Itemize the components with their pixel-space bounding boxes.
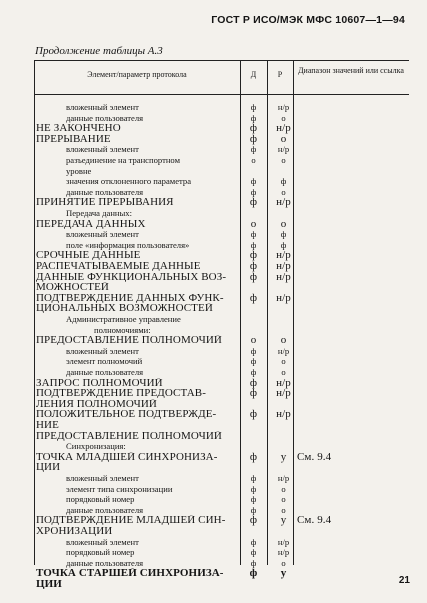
row-p-value: о	[281, 504, 286, 515]
row-range-value: См. 9.4	[297, 514, 332, 527]
column-header-p: Р	[277, 70, 283, 79]
table-row	[34, 229, 409, 239]
table-row	[34, 166, 409, 176]
row-element-name: поле «информация пользователя»	[66, 239, 190, 250]
table-row	[34, 462, 409, 472]
table-row	[34, 113, 409, 123]
row-p-value: н/р	[276, 376, 291, 389]
row-p-value: о	[281, 557, 286, 568]
row-d-value: ф	[250, 356, 257, 367]
table-row	[34, 250, 409, 260]
table-row	[34, 208, 409, 218]
row-element-name: ПРЕРЫВАНИЕ	[36, 133, 111, 144]
row-p-value: н/р	[276, 387, 291, 400]
row-p-value: н/р	[276, 196, 291, 209]
row-p-value: о	[281, 186, 286, 197]
row-d-value: ф	[250, 504, 257, 515]
table-row	[34, 346, 409, 356]
row-d-value: ф	[249, 387, 258, 400]
table-row	[34, 356, 409, 366]
row-p-value: н/р	[276, 270, 291, 283]
row-d-value: ф	[250, 557, 257, 568]
row-element-name: Передача данных:	[66, 208, 132, 218]
row-element-name: полномочиями:	[94, 324, 151, 335]
table-row	[34, 494, 409, 504]
row-p-value: о	[281, 356, 286, 367]
table-row	[34, 325, 409, 335]
row-d-value: ф	[250, 367, 257, 377]
row-d-value: ф	[249, 122, 258, 135]
row-p-value: н/р	[277, 473, 290, 483]
row-d-value: ф	[250, 536, 257, 547]
row-p-value: н/р	[277, 144, 290, 155]
table-row	[34, 134, 409, 144]
table-row	[34, 537, 409, 547]
row-p-value: н/р	[277, 102, 290, 112]
row-p-value: н/р	[276, 260, 291, 272]
row-d-value: ф	[249, 196, 258, 209]
table-row	[34, 473, 409, 483]
row-d-value: о	[251, 155, 256, 165]
row-d-value: ф	[249, 132, 258, 145]
row-p-value: о	[280, 217, 287, 230]
row-p-value: ф	[280, 176, 287, 187]
table-row	[34, 484, 409, 494]
table-row	[34, 240, 409, 250]
row-element-name: ЦИИ	[36, 579, 62, 589]
row-element-name: ПРЕДОСТАВЛЕНИЕ ПОЛНОМОЧИЙ	[36, 335, 222, 346]
table-row	[34, 505, 409, 515]
table-row	[34, 515, 409, 525]
row-d-value: ф	[250, 239, 257, 250]
table-row	[34, 399, 409, 409]
row-d-value: ф	[249, 376, 258, 389]
row-element-name: данные пользователя	[66, 186, 144, 197]
row-element-name: ТОЧКА СТАРШЕЙ СИНХРОНИЗА-	[36, 568, 224, 579]
table-row	[34, 187, 409, 197]
table-row	[34, 388, 409, 398]
table-top-border	[34, 60, 409, 61]
row-range-value: См. 9.4	[297, 450, 332, 463]
page-number: 21	[398, 575, 410, 586]
row-p-value: о	[281, 367, 286, 377]
row-element-name: данные пользователя	[66, 504, 144, 515]
table-header-border	[34, 94, 409, 95]
row-p-value: н/р	[276, 291, 291, 304]
row-p-value: о	[281, 155, 286, 165]
table-row	[34, 378, 409, 388]
row-element-name: ЗАПРОС ПОЛНОМОЧИЙ	[36, 377, 163, 388]
row-d-value: ф	[249, 291, 258, 304]
table-row	[34, 155, 409, 165]
row-element-name: ПОЛОЖИТЕЛЬНОЕ ПОДТВЕРЖДЕ-	[36, 409, 217, 420]
row-d-value: ф	[250, 144, 257, 155]
row-element-name: вложенный элемент	[66, 345, 139, 356]
row-element-name: ПОДТВЕРЖДЕНИЕ ДАННЫХ ФУНК-	[36, 292, 224, 303]
row-element-name: элемент полномочий	[66, 356, 143, 367]
row-d-value: ф	[249, 567, 258, 580]
row-p-value: у	[280, 514, 287, 527]
table-row	[34, 558, 409, 568]
row-element-name: ПРЕДОСТАВЛЕНИЕ ПОЛНОМОЧИЙ	[36, 430, 222, 441]
table-row	[34, 579, 409, 589]
table-row	[34, 144, 409, 154]
table-row	[34, 526, 409, 536]
table-row	[34, 568, 409, 578]
row-d-value: о	[250, 334, 257, 347]
table-row	[34, 441, 409, 451]
column-header-element: Элемент/параметр протокола	[87, 70, 187, 79]
table-row	[34, 293, 409, 303]
column-header-range: Диапазон значений или ссылка	[298, 66, 404, 75]
row-d-value: ф	[249, 514, 258, 527]
table-row	[34, 261, 409, 271]
row-d-value: ф	[250, 176, 257, 187]
row-element-name: МОЖНОСТЕЙ	[36, 282, 109, 293]
table-row	[34, 409, 409, 419]
row-p-value: о	[280, 132, 287, 145]
row-d-value: ф	[249, 408, 258, 421]
row-element-name: вложенный элемент	[66, 144, 139, 155]
table-caption: Продолжение таблицы А.3	[35, 45, 163, 57]
row-p-value: ф	[280, 239, 287, 250]
row-element-name: НЕ ЗАКОНЧЕНО	[36, 123, 121, 134]
row-d-value: ф	[249, 450, 258, 463]
row-element-name: СРОЧНЫЕ ДАННЫЕ	[36, 250, 141, 261]
row-element-name: ЛЕНИЯ ПОЛНОМОЧИЙ	[36, 398, 157, 409]
row-element-name: разъединение на транспортном	[66, 155, 181, 165]
row-element-name: уровне	[66, 165, 92, 176]
row-element-name: вложенный элемент	[66, 473, 139, 483]
row-d-value: ф	[250, 345, 257, 356]
row-d-value: ф	[250, 229, 257, 240]
table-row	[34, 219, 409, 229]
row-d-value: ф	[250, 186, 257, 197]
row-element-name: ЦИИ	[36, 462, 61, 473]
row-element-name: Административное управление	[66, 314, 181, 324]
table-row	[34, 303, 409, 313]
row-p-value: о	[281, 483, 286, 494]
row-p-value: у	[280, 567, 287, 580]
row-d-value: ф	[250, 494, 257, 505]
table-row	[34, 176, 409, 186]
row-d-value: ф	[249, 249, 258, 262]
row-d-value: ф	[250, 102, 257, 112]
row-element-name: вложенный элемент	[66, 102, 139, 112]
table-row	[34, 123, 409, 133]
row-element-name: РАСПЕЧАТЫВАЕМЫЕ ДАННЫЕ	[36, 261, 201, 271]
row-element-name: Синхронизация:	[66, 441, 126, 452]
row-element-name: элемент типа синхронизации	[66, 483, 173, 494]
row-d-value: ф	[250, 473, 257, 483]
row-p-value: о	[281, 494, 286, 505]
row-element-name: порядковый номер	[66, 547, 135, 558]
row-p-value: о	[281, 112, 286, 123]
row-element-name: ЦИОНАЛЬНЫХ ВОЗМОЖНОСТЕЙ	[36, 303, 213, 314]
row-element-name: ПОДТВЕРЖДЕНИЕ ПРЕДОСТАВ-	[36, 388, 206, 399]
column-header-d: Д	[250, 70, 257, 79]
row-d-value: ф	[250, 112, 257, 123]
row-d-value: ф	[249, 260, 258, 272]
row-element-name: данные пользователя	[66, 367, 144, 377]
row-p-value: н/р	[276, 249, 291, 262]
row-p-value: н/р	[276, 122, 291, 135]
table-row	[34, 272, 409, 282]
row-element-name: ТОЧКА МЛАДШЕЙ СИНХРОНИЗА-	[36, 451, 218, 462]
table-row	[34, 282, 409, 292]
table-row	[34, 367, 409, 377]
table-row	[34, 547, 409, 557]
document-header: ГОСТ Р ИСО/МЭК МФС 10607—1—94	[211, 14, 405, 26]
row-d-value: о	[250, 217, 257, 230]
table-row	[34, 197, 409, 207]
row-p-value: ф	[280, 229, 287, 240]
table-row	[34, 335, 409, 345]
row-p-value: н/р	[277, 345, 290, 356]
row-p-value: н/р	[277, 547, 290, 558]
row-element-name: вложенный элемент	[66, 536, 139, 547]
row-p-value: о	[280, 334, 287, 347]
row-element-name: НИЕ	[36, 420, 59, 430]
row-element-name: ДАННЫЕ ФУНКЦИОНАЛЬНЫХ ВОЗ-	[36, 271, 227, 282]
row-element-name: значения отклоненного параметра	[66, 176, 192, 187]
row-element-name: ПЕРЕДАЧА ДАННЫХ	[36, 218, 146, 229]
row-element-name: ХРОНИЗАЦИИ	[36, 526, 113, 536]
row-p-value: н/р	[276, 408, 291, 421]
row-d-value: ф	[250, 483, 257, 494]
row-d-value: ф	[249, 270, 258, 283]
row-element-name: порядковый номер	[66, 494, 135, 505]
table-row	[34, 431, 409, 441]
row-p-value: у	[280, 450, 287, 463]
table-row	[34, 420, 409, 430]
row-element-name: ПОДТВЕРЖДЕНИЕ МЛАДШЕЙ СИН-	[36, 515, 226, 526]
row-d-value: ф	[250, 547, 257, 558]
row-p-value: н/р	[277, 536, 290, 547]
row-element-name: вложенный элемент	[66, 229, 139, 240]
row-element-name: ПРИНЯТИЕ ПРЕРЫВАНИЯ	[36, 197, 174, 208]
table-row	[34, 452, 409, 462]
row-element-name: данные пользователя	[66, 557, 144, 568]
table-row	[34, 102, 409, 112]
table-row	[34, 314, 409, 324]
row-element-name: данные пользователя	[66, 112, 144, 123]
